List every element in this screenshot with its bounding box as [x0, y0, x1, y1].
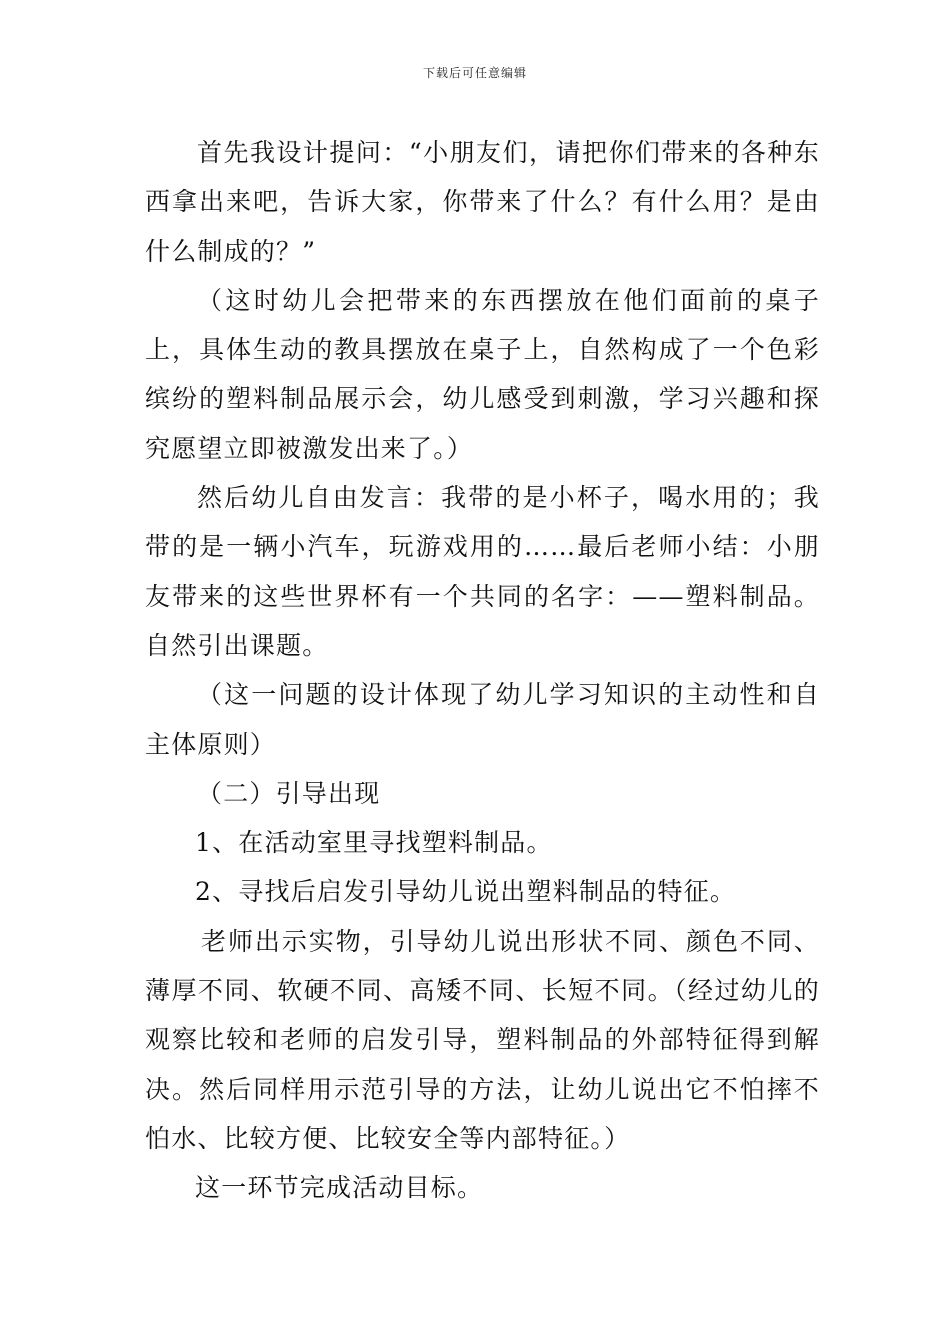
paragraph-principle-note: （这一问题的设计体现了幼儿学习知识的主动性和自主体原则）	[145, 680, 820, 759]
list-item-1: 1、在活动室里寻找塑料制品。	[195, 828, 553, 858]
document-body	[145, 128, 820, 1213]
list-item-2: 2、寻找后启发引导幼儿说出塑料制品的特征。	[195, 877, 737, 907]
paragraph-teacher-demo: 老师出示实物，引导幼儿说出形状不同、颜色不同、薄厚不同、软硬不同、高矮不同、长短不同。（经过幼儿的观察比较和老师的启发引导，塑料制品的外部特征得到解决。然后同样用示范引导的方法，让幼儿说出它不怕摔不怕水、比较方便、比较安全等内部特征。）	[145, 926, 820, 1153]
paragraph-display-note: （这时幼儿会把带来的东西摆放在他们面前的桌子上，具体生动的教具摆放在桌子上，自然构成了一个色彩缤纷的塑料制品展示会，幼儿感受到刺激，学习兴趣和探究愿望立即被激发出来了。）	[145, 285, 820, 463]
page-header: 下载后可任意编辑	[422, 66, 527, 80]
paragraph-conclusion: 这一环节完成活动目标。	[195, 1173, 484, 1203]
paragraph-free-speech: 然后幼儿自由发言：我带的是小杯子，喝水用的；我带的是一辆小汽车，玩游戏用的……最后老师小结：小朋友带来的这些世界杯有一个共同的名字：——塑料制品。自然引出课题。	[145, 483, 820, 660]
paragraph-question: 首先我设计提问：“小朋友们，请把你们带来的各种东西拿出来吧，告诉大家，你带来了什么？有什么用？是由什么制成的？”	[145, 138, 820, 266]
section-heading: （二）引导出现	[197, 778, 381, 808]
